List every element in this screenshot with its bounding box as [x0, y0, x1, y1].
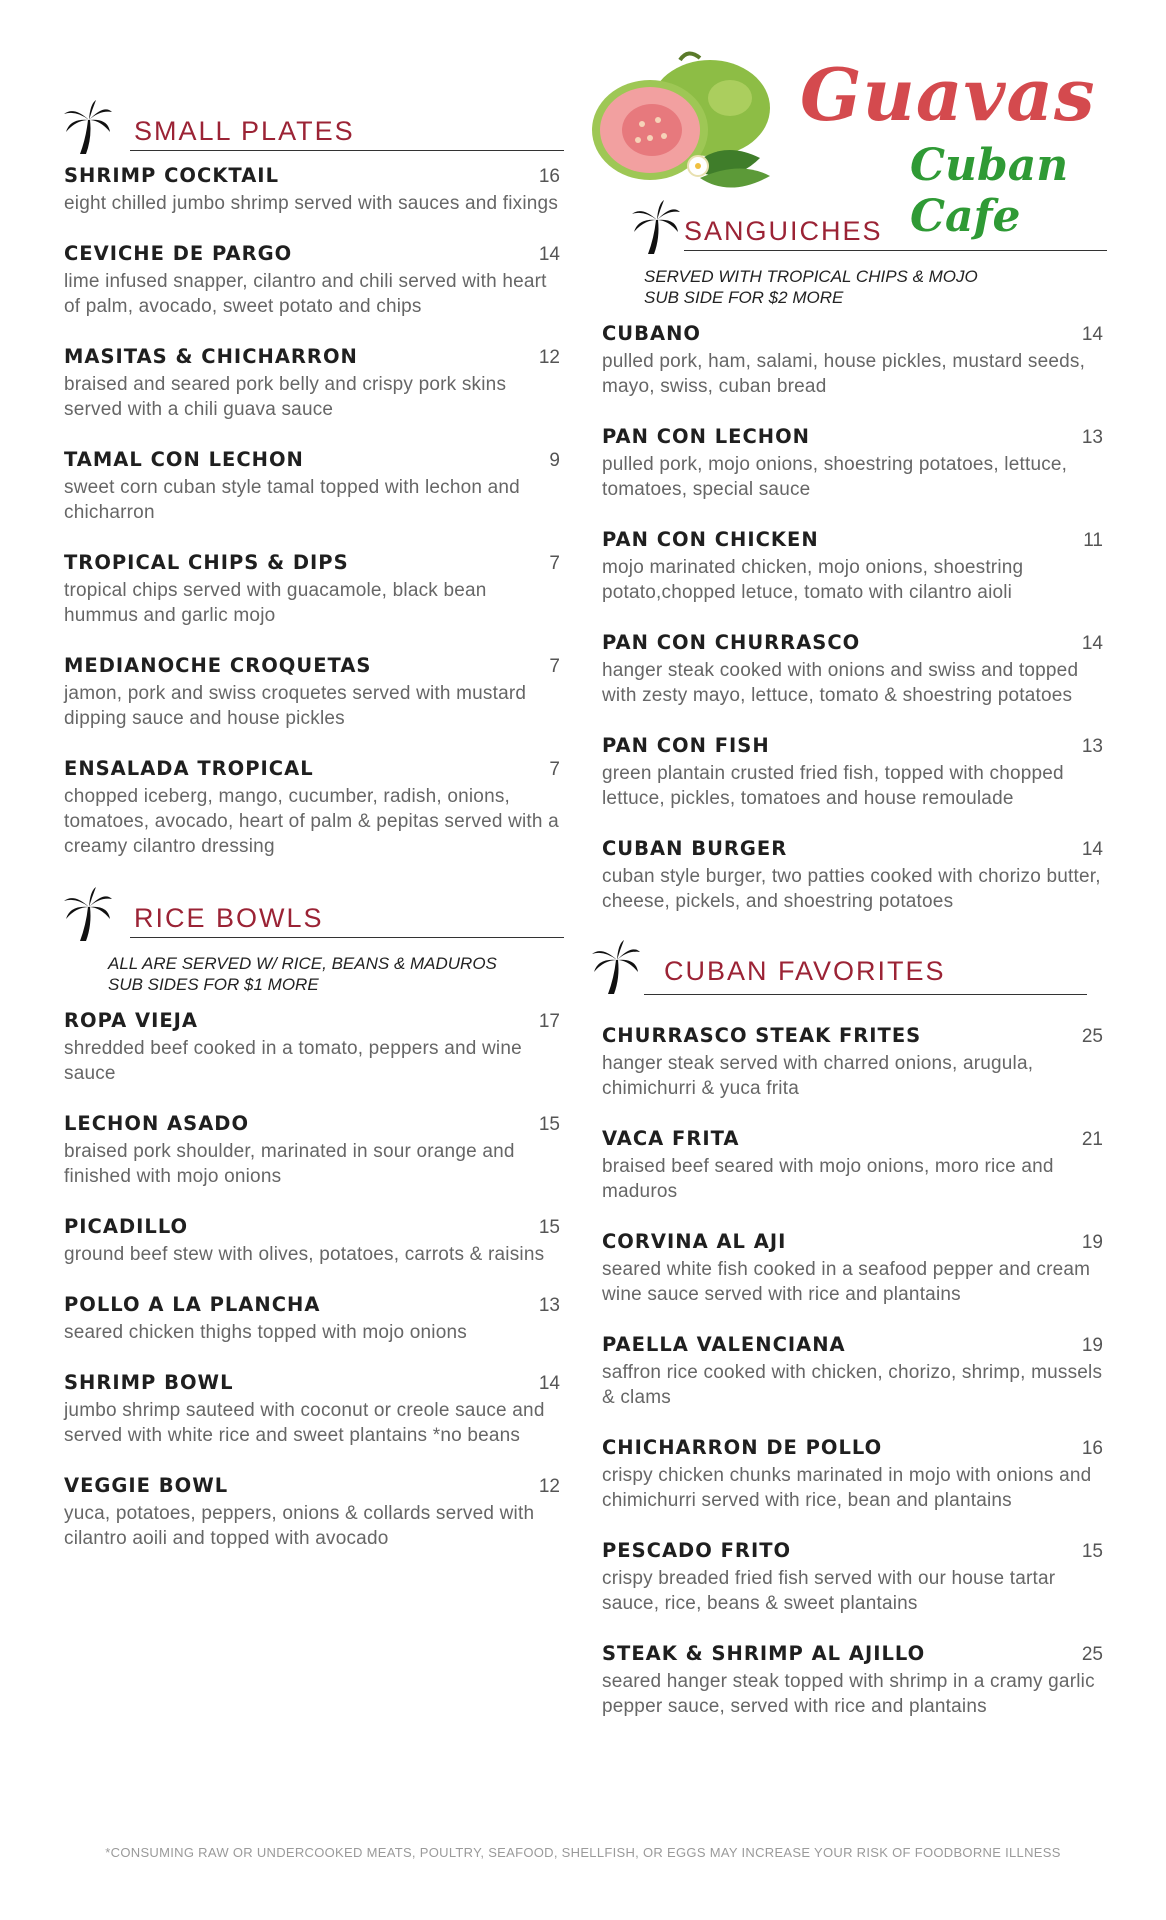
section-header: [632, 200, 1107, 264]
menu-item: [602, 1333, 1107, 1410]
menu-item: [602, 1230, 1107, 1307]
menu-item-name: TAMAL CON LECHON: [64, 448, 304, 471]
menu-item-description: seared white fish cooked in a seafood pepper and cream wine sauce served with rice and plantains: [602, 1259, 1091, 1305]
menu-item-price: 25: [1081, 1644, 1103, 1665]
menu-item-description: cuban style burger, two patties cooked with chorizo butter, cheese, pickels, and shoestring potatoes: [602, 866, 1101, 912]
menu-item-price: 12: [538, 1476, 560, 1497]
menu-item-name: PAN CON CHURRASCO: [602, 631, 861, 654]
menu-item-name: MASITAS & CHICHARRON: [64, 345, 358, 368]
note-line: SUB SIDES FOR $1 MORE: [108, 975, 319, 994]
menu-item-description: shredded beef cooked in a tomato, peppers and wine sauce: [64, 1038, 522, 1084]
section-title: RICE BOWLS: [134, 903, 324, 933]
menu-item-name: STEAK & SHRIMP AL AJILLO: [602, 1642, 926, 1665]
menu-item-name: PAELLA VALENCIANA: [602, 1333, 846, 1356]
menu-item-name: CEVICHE DE PARGO: [64, 242, 293, 265]
menu-item-description: crispy chicken chunks marinated in mojo with onions and chimichurri served with rice, bean and plantains: [602, 1465, 1092, 1511]
menu-item: [602, 322, 1107, 399]
menu-item: [64, 448, 564, 525]
section-title: SMALL PLATES: [134, 116, 355, 146]
menu-item: [64, 1215, 564, 1267]
menu-item-description: pulled pork, mojo onions, shoestring potatoes, lettuce, tomatoes, special sauce: [602, 454, 1068, 500]
section-header: [64, 887, 564, 951]
menu-item: [602, 837, 1107, 914]
palm-tree-icon: [592, 940, 640, 996]
menu-item-description: hanger steak served with charred onions, arugula, chimichurri & yuca frita: [602, 1053, 1034, 1099]
palm-tree-icon: [632, 200, 680, 256]
menu-item-name: TROPICAL CHIPS & DIPS: [64, 551, 349, 574]
menu-item-name: ROPA VIEJA: [64, 1009, 198, 1032]
brand-subtitle: Cuban Cafe: [910, 140, 1069, 242]
menu-item-price: 21: [1081, 1129, 1103, 1150]
menu-item-description: saffron rice cooked with chicken, chorizo, shrimp, mussels & clams: [602, 1362, 1103, 1408]
section-title: CUBAN FAVORITES: [664, 956, 946, 986]
menu-item-price: 17: [538, 1011, 560, 1032]
menu-item-name: CHURRASCO STEAK FRITES: [602, 1024, 922, 1047]
menu-item-description: jamon, pork and swiss croquetes served with mustard dipping sauce and house pickles: [64, 683, 527, 729]
menu-item-price: 13: [538, 1295, 560, 1316]
menu-item-price: 13: [1081, 736, 1103, 757]
menu-item-name: SHRIMP BOWL: [64, 1371, 234, 1394]
menu-item-price: 11: [1083, 530, 1103, 551]
menu-item-description: crispy breaded fried fish served with our house tartar sauce, rice, beans & sweet plantains: [602, 1568, 1056, 1614]
section-small-plates: [64, 100, 564, 859]
menu-item-description: mojo marinated chicken, mojo onions, shoestring potato,chopped letuce, tomato with cilantro aioli: [602, 557, 1024, 603]
menu-item: [64, 654, 564, 731]
menu-item: [64, 345, 564, 422]
section-divider: [644, 994, 1087, 995]
menu-item-description: seared hanger steak topped with shrimp in a cramy garlic pepper sauce, served with rice and plantains: [602, 1671, 1095, 1717]
menu-item-price: 7: [549, 553, 560, 574]
guava-fruit-icon: [580, 48, 790, 198]
menu-item: [64, 242, 564, 319]
section-divider: [684, 250, 1107, 251]
menu-item: [64, 757, 564, 859]
menu-item-price: 25: [1081, 1026, 1103, 1047]
section-title: SANGUICHES: [684, 216, 883, 246]
section-cuban-favorites: [602, 940, 1107, 1719]
menu-item-name: ENSALADA TROPICAL: [64, 757, 314, 780]
menu-item-description: jumbo shrimp sauteed with coconut or creole sauce and served with white rice and sweet plantains *no beans: [64, 1400, 545, 1446]
menu-item-name: PAN CON CHICKEN: [602, 528, 819, 551]
menu-item-description: yuca, potatoes, peppers, onions & collards served with cilantro aoili and topped with avocado: [64, 1503, 535, 1549]
menu-item-price: 19: [1081, 1335, 1103, 1356]
menu-item-name: VACA FRITA: [602, 1127, 740, 1150]
menu-item-price: 14: [538, 244, 560, 265]
section-divider: [130, 937, 564, 938]
menu-item-description: hanger steak cooked with onions and swiss and topped with zesty mayo, lettuce, tomato & shoestring potatoes: [602, 660, 1079, 706]
menu-item: [64, 1371, 564, 1448]
menu-item: [64, 164, 564, 216]
section-header: [64, 100, 564, 164]
right-column: [602, 200, 1107, 1745]
menu-item-name: PICADILLO: [64, 1215, 189, 1238]
menu-item: [602, 1127, 1107, 1204]
menu-item: [64, 551, 564, 628]
menu-item-name: PAN CON LECHON: [602, 425, 810, 448]
section-rice-bowls: [64, 887, 564, 1551]
menu-item-description: seared chicken thighs topped with mojo onions: [64, 1322, 467, 1343]
left-column: [64, 100, 564, 1577]
menu-item-name: PAN CON FISH: [602, 734, 770, 757]
note-line: ALL ARE SERVED W/ RICE, BEANS & MADUROS: [108, 954, 497, 973]
menu-item-name: POLLO A LA PLANCHA: [64, 1293, 321, 1316]
footer-disclaimer: *CONSUMING RAW OR UNDERCOOKED MEATS, POULTRY, SEAFOOD, SHELLFISH, OR EGGS MAY INCREASE YOUR RISK OF FOODBORNE ILLNESS: [105, 1845, 1061, 1860]
menu-item-description: braised and seared pork belly and crispy pork skins served with a chili guava sauce: [64, 374, 507, 420]
menu-item: [602, 734, 1107, 811]
menu-item-description: braised pork shoulder, marinated in sour orange and finished with mojo onions: [64, 1141, 515, 1187]
menu-item: [602, 1539, 1107, 1616]
note-line: SERVED WITH TROPICAL CHIPS & MOJO: [644, 267, 978, 286]
menu-item-description: braised beef seared with mojo onions, moro rice and maduros: [602, 1156, 1054, 1202]
menu-item-price: 15: [1081, 1541, 1103, 1562]
menu-item: [602, 631, 1107, 708]
menu-item-description: lime infused snapper, cilantro and chili served with heart of palm, avocado, sweet potato and chips: [64, 271, 547, 317]
menu-item-description: green plantain crusted fried fish, topped with chopped lettuce, pickles, tomatoes and house remoulade: [602, 763, 1064, 809]
menu-item-name: MEDIANOCHE CROQUETAS: [64, 654, 372, 677]
menu-item: [602, 425, 1107, 502]
menu-item-name: CORVINA AL AJI: [602, 1230, 787, 1253]
menu-item-description: eight chilled jumbo shrimp served with sauces and fixings: [64, 193, 559, 214]
menu-item: [64, 1474, 564, 1551]
menu-item: [64, 1293, 564, 1345]
menu-item-description: tropical chips served with guacamole, black bean hummus and garlic mojo: [64, 580, 487, 626]
note-line: SUB SIDE FOR $2 MORE: [644, 288, 844, 307]
menu-item-name: CUBANO: [602, 322, 701, 345]
menu-item: [602, 528, 1107, 605]
menu-item-description: ground beef stew with olives, potatoes, carrots & raisins: [64, 1244, 545, 1265]
menu-item-name: CHICHARRON DE POLLO: [602, 1436, 883, 1459]
section-note: [644, 266, 1107, 308]
menu-item-price: 9: [549, 450, 560, 471]
menu-item-price: 15: [538, 1217, 560, 1238]
palm-tree-icon: [64, 100, 112, 156]
menu-item-price: 14: [1081, 633, 1103, 654]
menu-item-name: PESCADO FRITO: [602, 1539, 792, 1562]
menu-item: [602, 1024, 1107, 1101]
menu-item-price: 7: [549, 759, 560, 780]
brand-name: Guavas: [800, 52, 1096, 137]
menu-item-name: LECHON ASADO: [64, 1112, 250, 1135]
menu-item-price: 12: [538, 347, 560, 368]
menu-item: [64, 1009, 564, 1086]
section-sanguiches: [602, 200, 1107, 914]
menu-item-price: 14: [538, 1373, 560, 1394]
menu-item-price: 15: [538, 1114, 560, 1135]
menu-item-price: 14: [1081, 839, 1103, 860]
menu-item-name: SHRIMP COCKTAIL: [64, 164, 279, 187]
menu-item-price: 13: [1081, 427, 1103, 448]
menu-item: [602, 1436, 1107, 1513]
menu-item-price: 19: [1081, 1232, 1103, 1253]
menu-item: [602, 1642, 1107, 1719]
menu-item-price: 14: [1081, 324, 1103, 345]
palm-tree-icon: [64, 887, 112, 943]
section-header: [592, 940, 1107, 1004]
menu-item-name: VEGGIE BOWL: [64, 1474, 229, 1497]
section-note: [108, 953, 564, 995]
menu-item-price: 16: [1081, 1438, 1103, 1459]
section-divider: [130, 150, 564, 151]
menu-item-description: sweet corn cuban style tamal topped with lechon and chicharron: [64, 477, 520, 523]
menu-item-price: 7: [549, 656, 560, 677]
menu-item-description: pulled pork, ham, salami, house pickles, mustard seeds, mayo, swiss, cuban bread: [602, 351, 1086, 397]
menu-item-price: 16: [538, 166, 560, 187]
menu-item: [64, 1112, 564, 1189]
menu-item-name: CUBAN BURGER: [602, 837, 788, 860]
menu-item-description: chopped iceberg, mango, cucumber, radish, onions, tomatoes, avocado, heart of palm & pepitas served with a creamy cilantro dressing: [64, 786, 559, 857]
